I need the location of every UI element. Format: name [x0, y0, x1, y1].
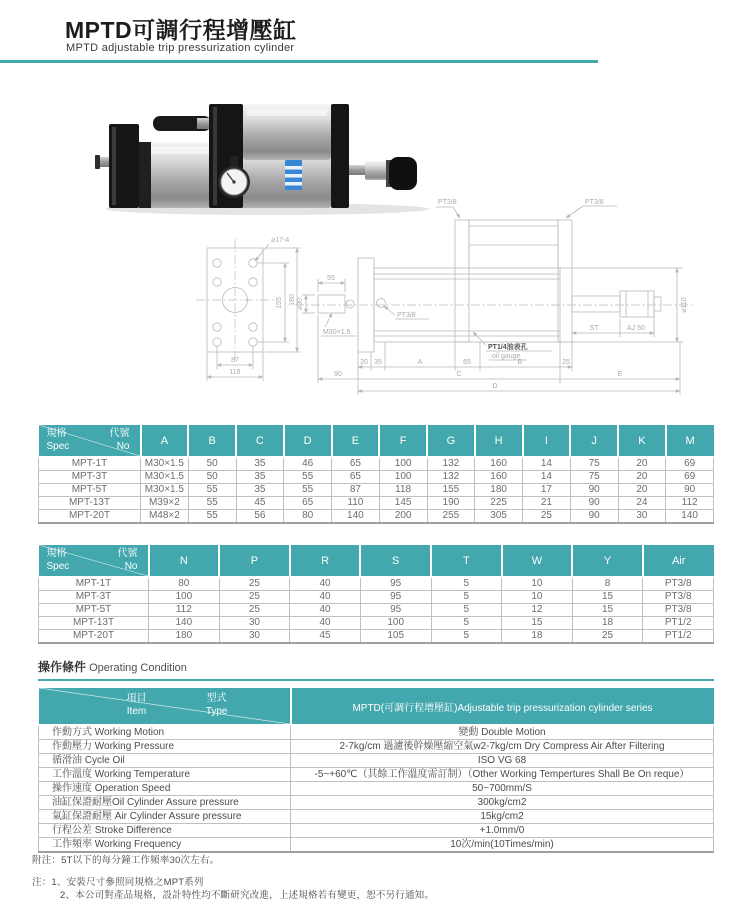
value-cell: 55 — [284, 484, 332, 497]
model-cell: MPT-1T — [39, 577, 149, 591]
value-cell: 14 — [523, 457, 571, 471]
drawing-label: PT3/8 — [397, 312, 416, 319]
drawing-label: M30×1.5 — [323, 329, 351, 336]
spec-no-corner-cell — [39, 425, 141, 457]
drawing-label: PT3/8 — [585, 199, 604, 206]
condition-row — [39, 725, 714, 740]
value-cell: 8 — [572, 577, 643, 591]
value-cell: 118 — [379, 484, 427, 497]
operating-condition-heading — [38, 658, 187, 675]
drawing-label: 180 — [289, 294, 296, 306]
value-cell: 105 — [360, 630, 431, 644]
value-cell: 160 — [475, 471, 523, 484]
spec-row — [39, 630, 714, 644]
column-header-m: M — [666, 425, 714, 457]
column-header-y: Y — [572, 545, 643, 577]
value-cell: 20 — [618, 471, 666, 484]
value-cell: 200 — [379, 510, 427, 524]
spec-table-1 — [38, 425, 714, 524]
drawing-label: B — [517, 359, 523, 366]
value-cell: 65 — [284, 497, 332, 510]
drawing-label: 20 — [360, 359, 368, 366]
column-header-a: A — [141, 425, 189, 457]
footnote-frequency: 附注：5T以下的每分鐘工作頻率30次左右。 — [32, 855, 220, 866]
column-header-s: S — [360, 545, 431, 577]
value-cell: 50 — [188, 471, 236, 484]
title-divider — [0, 60, 598, 63]
drawing-label: 55 — [327, 275, 335, 282]
value-cell: 15 — [572, 604, 643, 617]
value-cell: 155 — [427, 484, 475, 497]
value-cell: 45 — [236, 497, 284, 510]
technical-drawing-svg — [45, 193, 705, 420]
operating-heading-zh: 操作條件 — [38, 660, 87, 674]
value-cell: 95 — [360, 604, 431, 617]
model-cell: MPT-1T — [39, 457, 141, 471]
value-cell: 140 — [149, 617, 220, 630]
model-cell: MPT-13T — [39, 497, 141, 510]
drawing-label: oil gauge — [492, 353, 521, 360]
value-cell: 100 — [149, 591, 220, 604]
value-cell: 90 — [570, 497, 618, 510]
condition-item: 工作頻率 Working Frequency — [39, 838, 291, 853]
column-header-r: R — [290, 545, 361, 577]
value-cell: 5 — [431, 604, 502, 617]
value-cell: 25 — [219, 591, 290, 604]
drawing-label: E — [617, 371, 623, 378]
model-cell: MPT-5T — [39, 604, 149, 617]
drawing-label: 25 — [562, 359, 570, 366]
condition-value: 2-7kg/cm 過濾後幹燥壓縮空氣w2-7kg/cm Dry Compress Air After Filtering — [291, 740, 714, 754]
operating-heading-divider — [38, 679, 714, 681]
operating-condition-table — [38, 688, 714, 853]
value-cell: 80 — [149, 577, 220, 591]
value-cell: 225 — [475, 497, 523, 510]
value-cell: 12 — [502, 604, 573, 617]
spec-row — [39, 497, 714, 510]
value-cell: 40 — [290, 577, 361, 591]
value-cell: PT3/8 — [643, 577, 714, 591]
model-cell: MPT-20T — [39, 510, 141, 524]
condition-item: 行程公差 Stroke Difference — [39, 824, 291, 838]
operating-heading-en: Operating Condition — [86, 662, 187, 674]
model-cell: MPT-3T — [39, 471, 141, 484]
value-cell: 65 — [332, 457, 380, 471]
value-cell: 140 — [332, 510, 380, 524]
value-cell: 14 — [523, 471, 571, 484]
column-header-t: T — [431, 545, 502, 577]
drawing-label: ⌀30 — [297, 297, 304, 311]
drawing-label: 155 — [276, 297, 283, 309]
spec-row — [39, 591, 714, 604]
series-header: MPTD(可調行程增壓缸)Adjustable trip pressurization cylinder series — [291, 688, 714, 725]
value-cell: 112 — [149, 604, 220, 617]
drawing-label: ⌀110 — [681, 297, 688, 313]
value-cell: 80 — [284, 510, 332, 524]
corner-label-left: 規格 Spec — [46, 548, 70, 572]
value-cell: 110 — [332, 497, 380, 510]
value-cell: 190 — [427, 497, 475, 510]
footnote-1: 注：1、安裝尺寸參照同規格之MPT系列 — [32, 877, 204, 888]
value-cell: 10 — [502, 577, 573, 591]
condition-item: 循滑油 Cycle Oil — [39, 754, 291, 768]
drawing-label: C — [456, 371, 462, 378]
column-header-w: W — [502, 545, 573, 577]
value-cell: 90 — [570, 484, 618, 497]
value-cell: 30 — [618, 510, 666, 524]
model-cell: MPT-3T — [39, 591, 149, 604]
footnote-2: 2、本公司對產品規格，設計特性均不斷研究改進，上述規格若有變更，恕不另行通知。 — [60, 890, 435, 901]
condition-value: 300kg/cm2 — [291, 796, 714, 810]
value-cell: 305 — [475, 510, 523, 524]
header-row — [39, 688, 714, 725]
value-cell: 50 — [188, 457, 236, 471]
value-cell: 140 — [666, 510, 714, 524]
column-header-f: F — [379, 425, 427, 457]
value-cell: 40 — [290, 591, 361, 604]
value-cell: 90 — [570, 510, 618, 524]
value-cell: M48×2 — [141, 510, 189, 524]
value-cell: 25 — [219, 577, 290, 591]
value-cell: 30 — [219, 630, 290, 644]
corner-label-right: 型式 Type — [205, 693, 228, 717]
value-cell: 56 — [236, 510, 284, 524]
value-cell: 87 — [332, 484, 380, 497]
condition-item: 氣缸保證耐壓 Air Cylinder Assure pressure — [39, 810, 291, 824]
value-cell: 100 — [379, 457, 427, 471]
value-cell: 5 — [431, 617, 502, 630]
value-cell: PT3/8 — [643, 591, 714, 604]
value-cell: 20 — [618, 484, 666, 497]
value-cell: 40 — [290, 604, 361, 617]
drawing-label: A — [417, 359, 423, 366]
value-cell: M39×2 — [141, 497, 189, 510]
value-cell: 40 — [290, 617, 361, 630]
value-cell: 55 — [188, 484, 236, 497]
drawing-label: PT3/8 — [438, 199, 457, 206]
value-cell: 100 — [379, 471, 427, 484]
spec-row — [39, 577, 714, 591]
condition-item: 工作溫度 Working Temperature — [39, 768, 291, 782]
drawing-labels — [229, 199, 688, 390]
value-cell: 255 — [427, 510, 475, 524]
value-cell: 46 — [284, 457, 332, 471]
item-type-corner-cell — [39, 688, 291, 725]
value-cell: 95 — [360, 577, 431, 591]
condition-item: 作動壓力 Working Pressure — [39, 740, 291, 754]
drawing-label: 87 — [231, 357, 239, 364]
value-cell: 45 — [290, 630, 361, 644]
value-cell: 25 — [523, 510, 571, 524]
value-cell: 55 — [188, 510, 236, 524]
value-cell: 160 — [475, 457, 523, 471]
spec-row — [39, 617, 714, 630]
header-row — [39, 425, 714, 457]
value-cell: 35 — [236, 471, 284, 484]
value-cell: 69 — [666, 457, 714, 471]
value-cell: 95 — [360, 591, 431, 604]
column-header-p: P — [219, 545, 290, 577]
spec-row — [39, 484, 714, 497]
page-title: MPTD可調行程增壓缸 — [65, 17, 297, 43]
drawing-label: AJ 50 — [627, 325, 645, 332]
corner-label-left: 項目 Item — [126, 693, 147, 717]
value-cell: 132 — [427, 457, 475, 471]
column-header-h: H — [475, 425, 523, 457]
spec-row — [39, 457, 714, 471]
value-cell: M30×1.5 — [141, 471, 189, 484]
value-cell: 55 — [284, 471, 332, 484]
drawing-label: PT1/4油表孔 — [488, 344, 528, 351]
condition-value: 變動 Double Motion — [291, 725, 714, 740]
column-header-g: G — [427, 425, 475, 457]
column-header-j: J — [570, 425, 618, 457]
spec-row — [39, 471, 714, 484]
condition-value: ISO VG 68 — [291, 754, 714, 768]
condition-row — [39, 768, 714, 782]
column-header-c: C — [236, 425, 284, 457]
value-cell: 65 — [332, 471, 380, 484]
value-cell: M30×1.5 — [141, 457, 189, 471]
condition-value: +1.0mm/0 — [291, 824, 714, 838]
condition-value: -5~+60℃（其餘工作溫度需訂制）（Other Working Tempertures Shall Be On reque） — [291, 768, 714, 782]
spec-table-2 — [38, 545, 714, 644]
value-cell: 10 — [502, 591, 573, 604]
condition-row — [39, 754, 714, 768]
condition-item: 操作速度 Operation Speed — [39, 782, 291, 796]
spec-no-corner-cell — [39, 545, 149, 577]
value-cell: 18 — [572, 617, 643, 630]
condition-row — [39, 810, 714, 824]
model-cell: MPT-20T — [39, 630, 149, 644]
value-cell: 55 — [188, 497, 236, 510]
value-cell: 132 — [427, 471, 475, 484]
value-cell: 180 — [149, 630, 220, 644]
condition-row — [39, 824, 714, 838]
corner-label-right: 代號 No — [109, 428, 130, 452]
condition-row — [39, 838, 714, 853]
value-cell: 69 — [666, 471, 714, 484]
value-cell: 21 — [523, 497, 571, 510]
column-header-e: E — [332, 425, 380, 457]
value-cell: 75 — [570, 457, 618, 471]
value-cell: M30×1.5 — [141, 484, 189, 497]
value-cell: 180 — [475, 484, 523, 497]
page-subtitle: MPTD adjustable trip pressurization cylinder — [66, 42, 295, 54]
column-header-air: Air — [643, 545, 714, 577]
drawing-label: ST — [589, 325, 599, 332]
condition-row — [39, 740, 714, 754]
value-cell: 15 — [502, 617, 573, 630]
value-cell: 20 — [618, 457, 666, 471]
condition-row — [39, 782, 714, 796]
diagonal-divider — [39, 688, 290, 724]
value-cell: 5 — [431, 630, 502, 644]
value-cell: 100 — [360, 617, 431, 630]
header-row — [39, 545, 714, 577]
condition-value: 10次/min(10Times/min) — [291, 838, 714, 853]
value-cell: 112 — [666, 497, 714, 510]
value-cell: 5 — [431, 577, 502, 591]
corner-label-right: 代號 No — [117, 548, 138, 572]
value-cell: 17 — [523, 484, 571, 497]
corner-label-left: 規格 Spec — [46, 428, 70, 452]
column-header-n: N — [149, 545, 220, 577]
spec-row — [39, 510, 714, 524]
value-cell: PT3/8 — [643, 604, 714, 617]
drawing-label: 65 — [463, 359, 471, 366]
model-cell: MPT-13T — [39, 617, 149, 630]
value-cell: 35 — [236, 457, 284, 471]
technical-drawing — [45, 193, 705, 420]
model-cell: MPT-5T — [39, 484, 141, 497]
value-cell: 25 — [572, 630, 643, 644]
condition-item: 油缸保證耐壓Oil Cylinder Assure pressure — [39, 796, 291, 810]
condition-value: 50~700mm/S — [291, 782, 714, 796]
value-cell: 25 — [219, 604, 290, 617]
drawing-label: 35 — [374, 359, 382, 366]
value-cell: 30 — [219, 617, 290, 630]
value-cell: 18 — [502, 630, 573, 644]
value-cell: 24 — [618, 497, 666, 510]
value-cell: 90 — [666, 484, 714, 497]
condition-row — [39, 796, 714, 810]
column-header-k: K — [618, 425, 666, 457]
drawing-label: 90 — [334, 371, 342, 378]
value-cell: PT1/2 — [643, 617, 714, 630]
value-cell: 5 — [431, 591, 502, 604]
value-cell: PT1/2 — [643, 630, 714, 644]
condition-value: 15kg/cm2 — [291, 810, 714, 824]
drawing-label: 118 — [229, 369, 241, 376]
value-cell: 75 — [570, 471, 618, 484]
drawing-label: D — [492, 383, 498, 390]
column-header-i: I — [523, 425, 571, 457]
column-header-b: B — [188, 425, 236, 457]
value-cell: 35 — [236, 484, 284, 497]
value-cell: 145 — [379, 497, 427, 510]
column-header-d: D — [284, 425, 332, 457]
condition-item: 作動方式 Working Motion — [39, 725, 291, 740]
value-cell: 15 — [572, 591, 643, 604]
spec-row — [39, 604, 714, 617]
drawing-label: ⌀17-4 — [271, 237, 290, 244]
